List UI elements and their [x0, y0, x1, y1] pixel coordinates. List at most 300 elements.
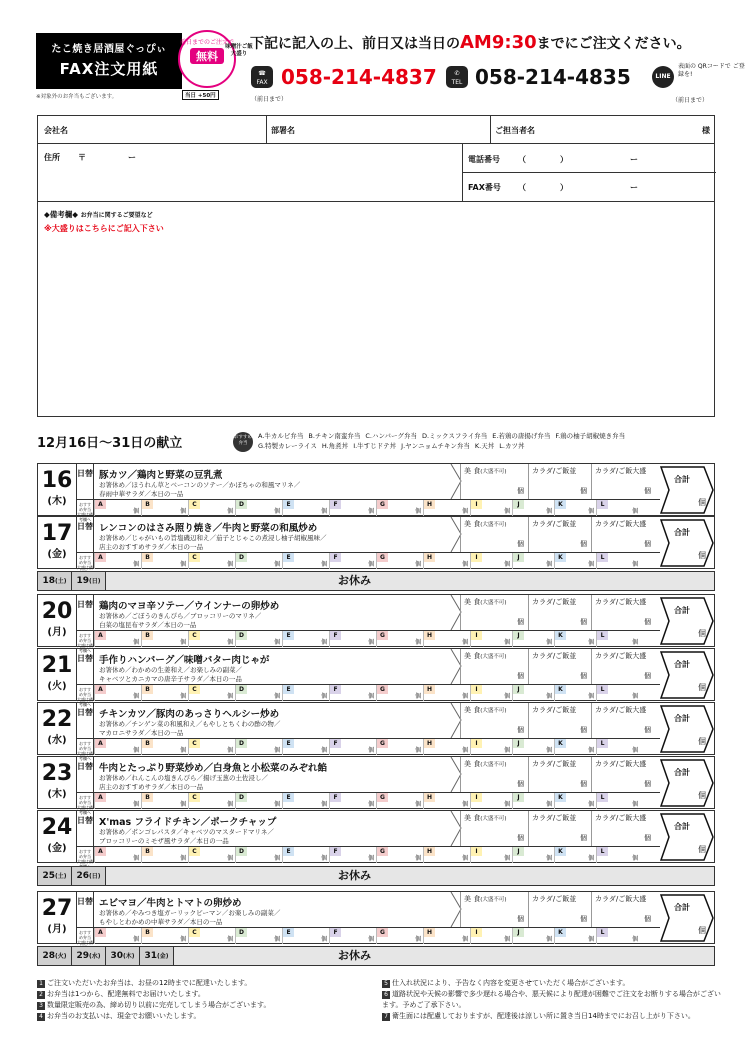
remarks-sub: お弁当に関するご要望など — [80, 212, 153, 219]
line-icon: LINE — [652, 66, 674, 88]
bento-cell-d — [235, 553, 282, 569]
option-unit: 個 — [644, 540, 651, 548]
divider-arrow — [423, 517, 463, 552]
bento-cells — [94, 684, 660, 701]
bento-cell-k — [554, 847, 596, 863]
bento-cell-b — [141, 500, 188, 516]
total-label: 合計 — [674, 660, 690, 669]
bento-cell-k — [554, 685, 596, 701]
bento-cell-a — [94, 500, 141, 516]
bento-cell-k — [554, 553, 596, 569]
option-label: カラダ/ご飯並 — [532, 598, 577, 606]
bento-letter: C — [189, 739, 200, 748]
option-unit: 個 — [517, 726, 524, 734]
bento-letter: F — [330, 793, 341, 802]
holiday-date-num: 29 — [76, 951, 90, 961]
bento-unit: 個 — [320, 561, 327, 568]
bento-letter: G — [377, 793, 388, 802]
bento-letter: L — [597, 553, 608, 562]
footer-text: 道路状況や天候の影響で多少遅れる場合や、悪天候により配達が困難でご注文をお断りする場合がございます。予めご了承下さい。 — [382, 990, 721, 1009]
bento-unit: 個 — [273, 801, 280, 808]
bento-letter: D — [236, 553, 247, 562]
main-dish: X'mas フライドチキン／ポークチャップ — [99, 817, 277, 828]
bento-unit: 個 — [132, 561, 139, 568]
option-label: カラダ/ご飯並 — [532, 467, 577, 475]
side-dishes-1: お箸休め／やみつき塩ガーリックピーマン／お楽しみの副菜／ — [99, 909, 281, 917]
bento-cell-a — [94, 793, 141, 809]
bento-cell-d — [235, 685, 282, 701]
form-title-block — [36, 33, 182, 89]
bento-cell-j — [512, 739, 554, 755]
option-cell — [528, 464, 591, 499]
option-cell — [591, 517, 655, 552]
bento-cell-c — [188, 500, 235, 516]
bento-unit: 個 — [503, 747, 510, 754]
option-cell — [591, 892, 655, 927]
bento-unit: 個 — [631, 936, 638, 943]
bento-letter: B — [142, 739, 153, 748]
bento-unit: 個 — [320, 801, 327, 808]
bento-cell-f — [329, 739, 376, 755]
remarks-note: ※大盛りはこちらにご記入下さい — [44, 224, 164, 233]
phone-paren-open: （ — [518, 155, 526, 164]
bento-letter: I — [471, 500, 482, 509]
total-box — [660, 466, 714, 514]
bento-unit: 個 — [461, 801, 468, 808]
bento-cell-g — [376, 739, 423, 755]
instruction-post: までにご注文ください。 — [536, 36, 691, 52]
footer-text: 衛生面には配慮しておりますが、配達後は涼しい所に置き当日14時までにお召し上がり下さい。 — [392, 1012, 695, 1020]
option-cell — [460, 595, 528, 630]
day-of-week: (木) — [47, 789, 67, 800]
footer-note-right — [382, 978, 722, 989]
bento-cell-c — [188, 631, 235, 647]
holiday-date — [72, 867, 106, 885]
total-unit: 個 — [698, 683, 706, 692]
option-cells — [460, 892, 660, 927]
bento-cell-e — [282, 553, 329, 569]
bento-letter: F — [330, 739, 341, 748]
bento-letter: H — [424, 631, 435, 640]
bento-cell-l — [596, 685, 640, 701]
bento-cell-d — [235, 631, 282, 647]
bento-unit: 個 — [320, 936, 327, 943]
bento-cell-l — [596, 847, 640, 863]
phone-paren-close: ） — [560, 155, 568, 164]
option-note: (大盛不可) — [480, 654, 507, 660]
day-row — [37, 463, 715, 522]
recommend-label: おすすめ弁当 大盛は備考欄へ — [76, 738, 94, 755]
main-dish: チキンカツ／豚肉のあっさりヘルシー炒め — [99, 709, 280, 720]
bento-letter: D — [236, 500, 247, 509]
side-dishes-1: お箸休め／チンゲン菜の和風和え／もやしとちくわの酢の物／ — [99, 720, 281, 728]
option-cells — [460, 595, 660, 630]
divider-arrow — [423, 703, 463, 738]
bento-cell-a — [94, 685, 141, 701]
option-label: カラダ/ご飯大盛 — [595, 760, 647, 768]
bento-cell-f — [329, 631, 376, 647]
shop-name: たこ焼き居酒屋ぐっぴぃ — [51, 44, 167, 55]
option-label: カラダ/ご飯大盛 — [595, 520, 647, 528]
bento-unit: 個 — [503, 693, 510, 700]
bento-unit: 個 — [132, 508, 139, 515]
legend-item: E.若鶏の唐揚げ弁当 — [492, 432, 551, 440]
badge-side: 味噌汁ご飯大盛り — [225, 44, 253, 57]
bento-letter: B — [142, 847, 153, 856]
legend-item: F.鶏の柚子胡椒焼き弁当 — [555, 432, 626, 440]
bento-unit: 個 — [226, 936, 233, 943]
option-cell — [591, 464, 655, 499]
legend-item: A.牛カルビ弁当 — [258, 432, 304, 440]
option-cell — [591, 757, 655, 792]
option-label: カラダ/ご飯大盛 — [595, 598, 647, 606]
option-label: カラダ/ご飯大盛 — [595, 814, 647, 822]
bento-legend — [258, 431, 728, 451]
bento-cell-a — [94, 847, 141, 863]
day-row — [37, 648, 715, 707]
date-cell — [38, 892, 76, 943]
main-dish: 豚カツ／鶏肉と野菜の豆乳煮 — [99, 470, 223, 481]
option-note: (大盛不可) — [480, 897, 507, 903]
option-unit: 個 — [517, 915, 524, 923]
day-row — [37, 891, 715, 944]
footer-text: お弁当は1つから、配達無料でお届けいたします。 — [47, 990, 205, 998]
bento-cell-e — [282, 793, 329, 809]
bento-cell-j — [512, 793, 554, 809]
bento-letter: A — [95, 847, 106, 856]
bento-cell-c — [188, 793, 235, 809]
bento-cell-b — [141, 928, 188, 944]
bento-cell-g — [376, 553, 423, 569]
bento-unit: 個 — [179, 747, 186, 754]
bento-letter: C — [189, 631, 200, 640]
bento-letter: F — [330, 928, 341, 937]
bento-letter: J — [513, 739, 524, 748]
fax-paren-open: （ — [518, 183, 526, 192]
side-dishes-2: マカロニサラダ／本日の一品 — [99, 729, 184, 737]
bento-letter: I — [471, 928, 482, 937]
menu-title: 12月16日～31日の献立 — [37, 436, 183, 451]
holiday-date — [72, 572, 106, 590]
bento-unit: 個 — [587, 747, 594, 754]
bento-cells — [94, 552, 660, 569]
legend-item: B.チキン南蛮弁当 — [308, 432, 361, 440]
total-unit: 個 — [698, 551, 706, 560]
holiday-date — [72, 947, 106, 965]
date-number: 22 — [41, 707, 73, 732]
bento-unit: 個 — [179, 508, 186, 515]
footer-num: 1 — [37, 980, 45, 988]
holiday-row — [37, 866, 715, 886]
bento-cell-i — [470, 553, 512, 569]
total-label: 合計 — [674, 768, 690, 777]
higawari-label: 日替 — [76, 811, 94, 846]
bento-unit: 個 — [545, 508, 552, 515]
bento-unit: 個 — [179, 693, 186, 700]
bento-cell-j — [512, 847, 554, 863]
main-dish: 鶏肉のマヨ辛ソテー／ウインナーの卵炒め — [99, 601, 280, 612]
bento-letter: C — [189, 847, 200, 856]
option-unit: 個 — [644, 834, 651, 842]
bento-cell-e — [282, 500, 329, 516]
bento-letter: G — [377, 500, 388, 509]
bento-unit: 個 — [367, 936, 374, 943]
date-cell — [38, 649, 76, 700]
option-label: 美 食 — [464, 814, 481, 822]
footer-num: 4 — [37, 1013, 45, 1021]
day-of-week: (水) — [47, 735, 67, 746]
bento-unit: 個 — [631, 747, 638, 754]
bento-cell-b — [141, 553, 188, 569]
bento-unit: 個 — [587, 936, 594, 943]
bento-cell-l — [596, 739, 640, 755]
bento-unit: 個 — [503, 801, 510, 808]
holiday-row — [37, 946, 715, 966]
option-unit: 個 — [580, 915, 587, 923]
bento-letter: E — [283, 928, 294, 937]
higawari-label: 日替 — [76, 757, 94, 792]
date-cell — [38, 703, 76, 754]
bento-cell-j — [512, 928, 554, 944]
bento-letter: K — [555, 847, 566, 856]
footer-num: 2 — [37, 991, 45, 999]
bento-unit: 個 — [226, 747, 233, 754]
bento-unit: 個 — [631, 855, 638, 862]
bento-unit: 個 — [503, 936, 510, 943]
bento-letter: K — [555, 739, 566, 748]
bento-unit: 個 — [503, 508, 510, 515]
bento-cells — [94, 630, 660, 647]
bento-unit: 個 — [587, 801, 594, 808]
bento-cell-j — [512, 553, 554, 569]
bento-cell-e — [282, 685, 329, 701]
bento-unit: 個 — [545, 936, 552, 943]
bento-unit: 個 — [320, 855, 327, 862]
bento-letter: A — [95, 500, 106, 509]
option-unit: 個 — [517, 540, 524, 548]
bento-letter: L — [597, 631, 608, 640]
bento-unit: 個 — [414, 801, 421, 808]
bento-unit: 個 — [179, 801, 186, 808]
bento-letter: C — [189, 928, 200, 937]
date-number: 21 — [41, 653, 73, 678]
bento-cell-b — [141, 631, 188, 647]
option-cell — [591, 595, 655, 630]
bento-cell-a — [94, 739, 141, 755]
bento-letter: A — [95, 631, 106, 640]
bento-unit: 個 — [461, 639, 468, 646]
bento-cells — [94, 499, 660, 516]
bento-letter: E — [283, 685, 294, 694]
bento-unit: 個 — [273, 561, 280, 568]
bento-letter: G — [377, 928, 388, 937]
legend-item: G.特製カレーライス — [258, 442, 317, 450]
bento-letter: L — [597, 500, 608, 509]
option-cells — [460, 517, 660, 552]
bento-unit: 個 — [503, 855, 510, 862]
day-of-week: (火) — [47, 681, 67, 692]
recommend-label: おすすめ弁当 大盛は備 — [76, 927, 94, 944]
total-label: 合計 — [674, 903, 690, 912]
bento-letter: L — [597, 793, 608, 802]
bento-letter: C — [189, 793, 200, 802]
option-unit: 個 — [580, 726, 587, 734]
bento-unit: 個 — [587, 855, 594, 862]
day-row — [37, 756, 715, 815]
closed-label: お休み — [338, 949, 371, 962]
side-dishes-1: お箸休め／ほうれん草とベーコンのソテー／かぼちゃの和風マリネ／ — [99, 481, 301, 489]
footer-note-left — [37, 978, 377, 989]
fax-icon-label: FAX — [256, 79, 268, 86]
option-unit: 個 — [580, 487, 587, 495]
side-dishes-2: 春雨中華サラダ／本日の一品 — [99, 490, 184, 498]
option-cell — [528, 595, 591, 630]
bento-unit: 個 — [503, 561, 510, 568]
option-label: カラダ/ご飯大盛 — [595, 706, 647, 714]
option-label: カラダ/ご飯大盛 — [595, 467, 647, 475]
holiday-date — [38, 867, 72, 885]
bento-cell-h — [423, 739, 470, 755]
bento-cell-g — [376, 793, 423, 809]
bento-unit: 個 — [367, 855, 374, 862]
bento-cell-c — [188, 553, 235, 569]
recommend-label: おすすめ弁当 大盛は備 — [76, 846, 94, 863]
bento-unit: 個 — [414, 855, 421, 862]
bento-letter: G — [377, 739, 388, 748]
holiday-row — [37, 571, 715, 591]
bento-unit: 個 — [367, 747, 374, 754]
total-box — [660, 705, 714, 753]
side-dishes-1: お箸休め／ボンゴレパスタ／キャベツのマスタードマリネ／ — [99, 828, 274, 836]
option-unit: 個 — [644, 487, 651, 495]
bento-letter: I — [471, 631, 482, 640]
option-label: 美 食 — [464, 706, 481, 714]
bento-letter: I — [471, 685, 482, 694]
bento-letter: F — [330, 553, 341, 562]
side-dishes-1: お箸休め／れんこんの塩きんぴら／揚げ玉葱の土佐浸し／ — [99, 774, 268, 782]
bento-letter: A — [95, 553, 106, 562]
customer-form — [37, 115, 715, 417]
bento-cell-i — [470, 739, 512, 755]
bento-letter: B — [142, 500, 153, 509]
phone-dash: ー — [630, 155, 638, 164]
bento-cell-l — [596, 793, 640, 809]
bento-cell-b — [141, 847, 188, 863]
option-unit: 個 — [517, 780, 524, 788]
option-cell — [460, 811, 528, 846]
option-note: (大盛不可) — [480, 708, 507, 714]
option-unit: 個 — [517, 834, 524, 842]
footer-note-right — [382, 1011, 722, 1022]
bento-unit: 個 — [320, 639, 327, 646]
bento-unit: 個 — [367, 561, 374, 568]
bento-letter: L — [597, 847, 608, 856]
bento-letter: K — [555, 631, 566, 640]
bento-cell-h — [423, 553, 470, 569]
higawari-label: 日替 — [76, 517, 94, 552]
option-cell — [591, 649, 655, 684]
option-unit: 個 — [580, 540, 587, 548]
bento-cell-g — [376, 685, 423, 701]
bento-unit: 個 — [226, 693, 233, 700]
day-of-week: (月) — [47, 627, 67, 638]
side-dishes-2: ブロッコリーのミモザ風サラダ／本日の一品 — [99, 837, 229, 845]
bento-cell-i — [470, 793, 512, 809]
option-cell — [528, 757, 591, 792]
bento-letter: J — [513, 553, 524, 562]
option-cells — [460, 703, 660, 738]
bento-unit: 個 — [226, 561, 233, 568]
holiday-date-dow: (土) — [55, 873, 67, 880]
total-box — [660, 597, 714, 645]
total-unit: 個 — [698, 845, 706, 854]
bento-cell-i — [470, 500, 512, 516]
legend-item: J.ヤンニョムチキン弁当 — [401, 442, 470, 450]
divider-arrow — [423, 464, 463, 499]
bento-letter: F — [330, 685, 341, 694]
holiday-date-num: 28 — [42, 951, 56, 961]
option-cell — [591, 703, 655, 738]
total-label: 合計 — [674, 606, 690, 615]
option-cells — [460, 649, 660, 684]
total-label: 合計 — [674, 714, 690, 723]
holiday-date-dow: (日) — [89, 873, 101, 880]
option-cell — [460, 464, 528, 499]
bento-letter: B — [142, 631, 153, 640]
option-cell — [528, 811, 591, 846]
bento-unit: 個 — [461, 693, 468, 700]
option-unit: 個 — [644, 672, 651, 680]
bento-letter: D — [236, 928, 247, 937]
higawari-label: 日替 — [76, 595, 94, 630]
bento-letter: L — [597, 685, 608, 694]
bento-unit: 個 — [461, 508, 468, 515]
bento-unit: 個 — [273, 747, 280, 754]
bento-letter: J — [513, 793, 524, 802]
fax-number: 058-214-4837 — [281, 65, 437, 89]
recommend-badge: おすすめ 弁当 — [233, 432, 253, 452]
recommend-label: おすすめ弁当 大盛は備 — [76, 552, 94, 569]
badge-plus: 当日 +50円 — [182, 90, 219, 100]
bento-cell-k — [554, 793, 596, 809]
fax-sub: （前日まで） — [251, 96, 288, 103]
order-instruction — [250, 32, 691, 53]
bento-cell-j — [512, 685, 554, 701]
divider-arrow — [423, 757, 463, 792]
footer-num: 7 — [382, 1013, 390, 1021]
holiday-date-dow: (土) — [55, 578, 67, 585]
divider-arrow — [423, 595, 463, 630]
option-unit: 個 — [580, 834, 587, 842]
bento-letter: D — [236, 793, 247, 802]
higawari-label: 日替 — [76, 464, 94, 499]
fax-paren-close: ） — [560, 183, 568, 192]
bento-letter: B — [142, 793, 153, 802]
total-label: 合計 — [674, 475, 690, 484]
bento-unit: 個 — [545, 561, 552, 568]
bento-cell-b — [141, 739, 188, 755]
badge-top: 前日までのご注文で — [180, 39, 235, 46]
bento-cell-h — [423, 631, 470, 647]
bento-letter: A — [95, 793, 106, 802]
bento-letter: I — [471, 553, 482, 562]
footer-num: 5 — [382, 980, 390, 988]
legend-item: D.ミックスフライ弁当 — [422, 432, 488, 440]
holiday-date — [106, 947, 140, 965]
main-dish: 手作りハンバーグ／味噌バター肉じゃが — [99, 655, 270, 666]
bento-cell-l — [596, 928, 640, 944]
bento-unit: 個 — [226, 639, 233, 646]
